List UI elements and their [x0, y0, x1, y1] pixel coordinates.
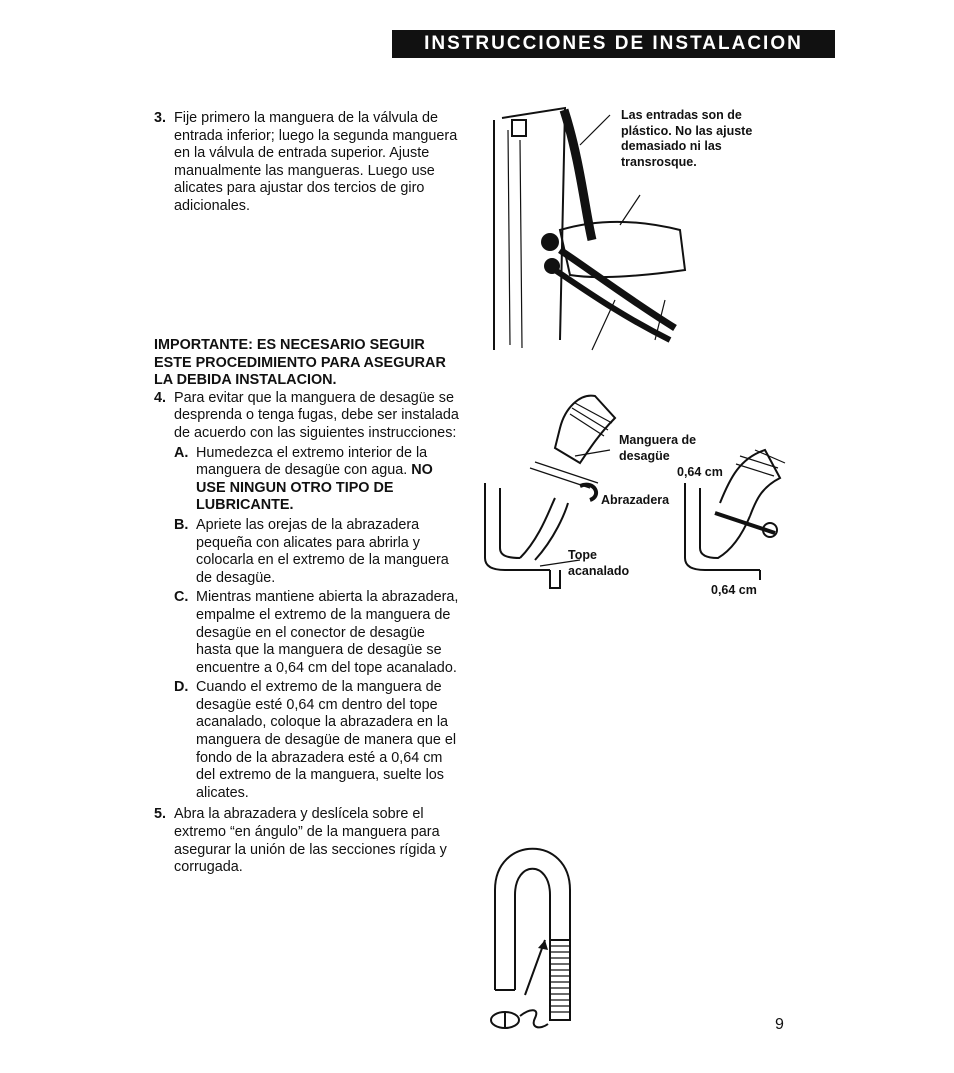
step-3 [154, 110, 464, 216]
substep-letter: C. [174, 589, 189, 606]
distance-label-top: 0,64 cm [677, 465, 723, 479]
substep-text: Humedezca el extremo interior de la manguera de desagüe con agua. [196, 444, 428, 479]
page-number: 9 [775, 1016, 784, 1033]
hose-caption: Manguera de desagüe [619, 433, 697, 463]
clamp-caption: Abrazadera [601, 493, 670, 507]
substep-c [154, 589, 464, 677]
assembled-hose-illustration [480, 840, 590, 1040]
substep-text: Cuando el extremo de la manguera de desagüe esté 0,64 cm dentro del tope acanalado, coloque la abrazadera en la manguera de desagüe de manera que el fondo de la abrazadera esté a 0,64 cm del extremo de la manguera, suelte los alicates. [196, 679, 457, 801]
stop-caption: Tope acanalado [568, 548, 630, 578]
step-5 [154, 806, 464, 876]
step-number: 5. [154, 806, 167, 823]
substep-b [154, 517, 464, 587]
step-text: Fije primero la manguera de la válvula de entrada inferior; luego la segunda manguera en la válvula de entrada superior. Ajuste manualmente las mangueras. Luego use alicates para ajustar dos tercios de giro adicionales. [174, 110, 458, 214]
section-header: INSTRUCCIONES DE INSTALACION [392, 30, 835, 58]
instructions-block [154, 337, 464, 877]
substep-letter: A. [174, 444, 189, 461]
important-notice: IMPORTANTE: ES NECESARIO SEGUIR ESTE PROCEDIMIENTO PARA ASEGURAR LA DEBIDA INSTALACION. [154, 337, 446, 389]
substep-letter: B. [174, 516, 189, 533]
substep-warning: NO USE NINGUN OTRO TIPO DE LUBRICANTE. [196, 462, 433, 514]
substep-d [154, 679, 464, 802]
substep-text: Apriete las orejas de la abrazadera pequeña con alicates para abrirla y colocarla en el extremo de la manguera de desagüe. [196, 516, 449, 586]
step-text: Para evitar que la manguera de desagüe se desprenda o tenga fugas, debe ser instalada de acuerdo con las siguientes instrucciones: [174, 389, 459, 441]
distance-label-bottom: 0,64 cm [711, 583, 757, 597]
substep-text: Mientras mantiene abierta la abrazadera, empalme el extremo de la manguera de desagüe en el conector de desagüe hasta que la manguera de desagüe se encuentre a 0,64 cm del tope acanalado. [196, 589, 459, 676]
substep-letter: D. [174, 679, 189, 696]
step-4 [154, 390, 464, 443]
substep-a [154, 445, 464, 515]
inlets-caption: Las entradas son de plástico. No las ajuste demasiado ni las transrosque. [621, 108, 753, 169]
step-number: 4. [154, 389, 167, 406]
step-number: 3. [154, 110, 167, 126]
step-text: Abra la abrazadera y deslícela sobre el extremo “en ángulo” de la manguera para asegurar la unión de las secciones rígida y corrugada. [174, 806, 447, 876]
